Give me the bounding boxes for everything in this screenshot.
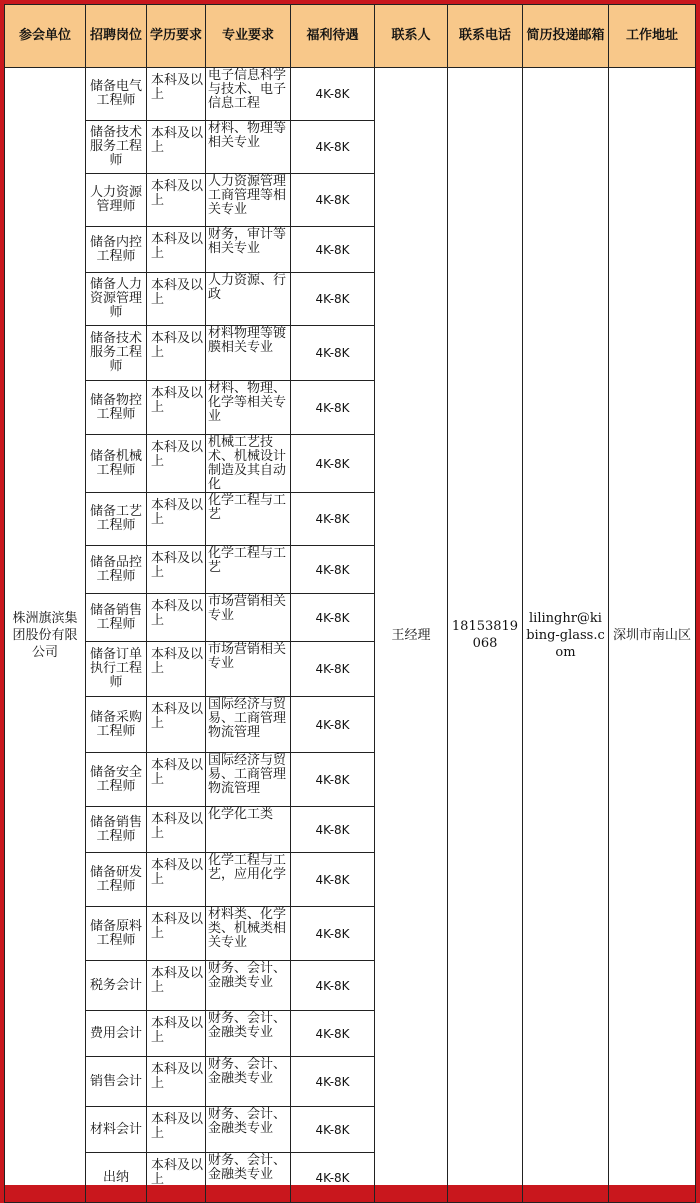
major-cell: 财务，审计等相关专业 [206, 227, 291, 273]
salary-cell: 4K-8K [291, 326, 375, 381]
education-cell: 本科及以上 [147, 753, 206, 807]
salary-cell: 4K-8K [291, 753, 375, 807]
education-cell: 本科及以上 [147, 381, 206, 435]
education-cell: 本科及以上 [147, 435, 206, 493]
major-cell: 财务、会计、金融类专业 [206, 1011, 291, 1057]
major-cell: 市场营销相关专业 [206, 594, 291, 642]
salary-cell: 4K-8K [291, 1057, 375, 1107]
major-cell: 化学工程与工艺，应用化学 [206, 853, 291, 907]
header-contact: 联系人 [375, 5, 448, 68]
position-cell: 储备销售工程师 [86, 594, 147, 642]
major-cell: 国际经济与贸易、工商管理物流管理 [206, 753, 291, 807]
position-cell: 储备物控工程师 [86, 381, 147, 435]
position-cell: 储备技术服务工程师 [86, 326, 147, 381]
salary-cell: 4K-8K [291, 642, 375, 697]
education-cell: 本科及以上 [147, 807, 206, 853]
page-frame [4, 4, 695, 1185]
education-cell: 本科及以上 [147, 642, 206, 697]
header-address: 工作地址 [609, 5, 696, 68]
salary-cell: 4K-8K [291, 493, 375, 546]
salary-cell: 4K-8K [291, 546, 375, 594]
salary-cell: 4K-8K [291, 1011, 375, 1057]
position-cell: 储备原料工程师 [86, 907, 147, 961]
education-cell: 本科及以上 [147, 907, 206, 961]
position-cell: 税务会计 [86, 961, 147, 1011]
education-cell: 本科及以上 [147, 493, 206, 546]
position-cell: 人力资源管理师 [86, 174, 147, 227]
education-cell: 本科及以上 [147, 121, 206, 174]
major-cell: 市场营销相关专业 [206, 642, 291, 697]
position-cell: 储备人力资源管理师 [86, 273, 147, 326]
education-cell: 本科及以上 [147, 174, 206, 227]
table-row [5, 68, 696, 121]
education-cell: 本科及以上 [147, 273, 206, 326]
recruitment-table [4, 4, 696, 1203]
salary-cell: 4K-8K [291, 961, 375, 1011]
address-cell: 深圳市南山区 [609, 68, 696, 1203]
education-cell: 本科及以上 [147, 853, 206, 907]
major-cell: 材料物理等镀膜相关专业 [206, 326, 291, 381]
major-cell: 国际经济与贸易、工商管理物流管理 [206, 697, 291, 753]
position-cell: 储备机械工程师 [86, 435, 147, 493]
contact-cell: 王经理 [375, 68, 448, 1203]
position-cell: 销售会计 [86, 1057, 147, 1107]
position-cell: 材料会计 [86, 1107, 147, 1153]
education-cell: 本科及以上 [147, 1057, 206, 1107]
header-phone: 联系电话 [448, 5, 523, 68]
education-cell: 本科及以上 [147, 227, 206, 273]
phone-cell: 18153819068 [448, 68, 523, 1203]
header-position: 招聘岗位 [86, 5, 147, 68]
position-cell: 储备订单执行工程师 [86, 642, 147, 697]
education-cell: 本科及以上 [147, 1107, 206, 1153]
major-cell: 人力资源管理工商管理等相关专业 [206, 174, 291, 227]
header-education: 学历要求 [147, 5, 206, 68]
major-cell: 人力资源、行政 [206, 273, 291, 326]
position-cell: 费用会计 [86, 1011, 147, 1057]
salary-cell: 4K-8K [291, 697, 375, 753]
major-cell: 材料、物理、化学等相关专业 [206, 381, 291, 435]
salary-cell: 4K-8K [291, 1153, 375, 1203]
position-cell: 储备研发工程师 [86, 853, 147, 907]
position-cell: 储备内控工程师 [86, 227, 147, 273]
major-cell: 化学化工类 [206, 807, 291, 853]
email-cell: lilinghr@kibing-glass.com [523, 68, 609, 1203]
position-cell: 储备技术服务工程师 [86, 121, 147, 174]
education-cell: 本科及以上 [147, 961, 206, 1011]
salary-cell: 4K-8K [291, 435, 375, 493]
education-cell: 本科及以上 [147, 546, 206, 594]
major-cell: 机械工艺技术、机械设计制造及其自动化 [206, 435, 291, 493]
position-cell: 储备销售工程师 [86, 807, 147, 853]
major-cell: 材料类、化学类、机械类相关专业 [206, 907, 291, 961]
position-cell: 出纳 [86, 1153, 147, 1203]
company-cell: 株洲旗滨集团股份有限公司 [5, 68, 86, 1203]
position-cell: 储备电气工程师 [86, 68, 147, 121]
major-cell: 财务、会计、金融类专业 [206, 1057, 291, 1107]
salary-cell: 4K-8K [291, 807, 375, 853]
header-major: 专业要求 [206, 5, 291, 68]
header-salary: 福利待遇 [291, 5, 375, 68]
major-cell: 电子信息科学与技术、电子信息工程 [206, 68, 291, 121]
salary-cell: 4K-8K [291, 594, 375, 642]
education-cell: 本科及以上 [147, 68, 206, 121]
education-cell: 本科及以上 [147, 1153, 206, 1203]
major-cell: 材料、物理等相关专业 [206, 121, 291, 174]
header-company: 参会单位 [5, 5, 86, 68]
salary-cell: 4K-8K [291, 853, 375, 907]
major-cell: 财务、会计、金融类专业 [206, 1107, 291, 1153]
header-row [5, 5, 696, 68]
major-cell: 化学工程与工艺 [206, 546, 291, 594]
education-cell: 本科及以上 [147, 326, 206, 381]
education-cell: 本科及以上 [147, 594, 206, 642]
salary-cell: 4K-8K [291, 907, 375, 961]
salary-cell: 4K-8K [291, 381, 375, 435]
salary-cell: 4K-8K [291, 68, 375, 121]
salary-cell: 4K-8K [291, 273, 375, 326]
salary-cell: 4K-8K [291, 1107, 375, 1153]
position-cell: 储备工艺工程师 [86, 493, 147, 546]
education-cell: 本科及以上 [147, 697, 206, 753]
major-cell: 财务、会计、金融类专业 [206, 1153, 291, 1203]
salary-cell: 4K-8K [291, 174, 375, 227]
major-cell: 财务、会计、金融类专业 [206, 961, 291, 1011]
position-cell: 储备安全工程师 [86, 753, 147, 807]
salary-cell: 4K-8K [291, 227, 375, 273]
header-email: 简历投递邮箱 [523, 5, 609, 68]
education-cell: 本科及以上 [147, 1011, 206, 1057]
major-cell: 化学工程与工艺 [206, 493, 291, 546]
salary-cell: 4K-8K [291, 121, 375, 174]
position-cell: 储备采购工程师 [86, 697, 147, 753]
position-cell: 储备品控工程师 [86, 546, 147, 594]
